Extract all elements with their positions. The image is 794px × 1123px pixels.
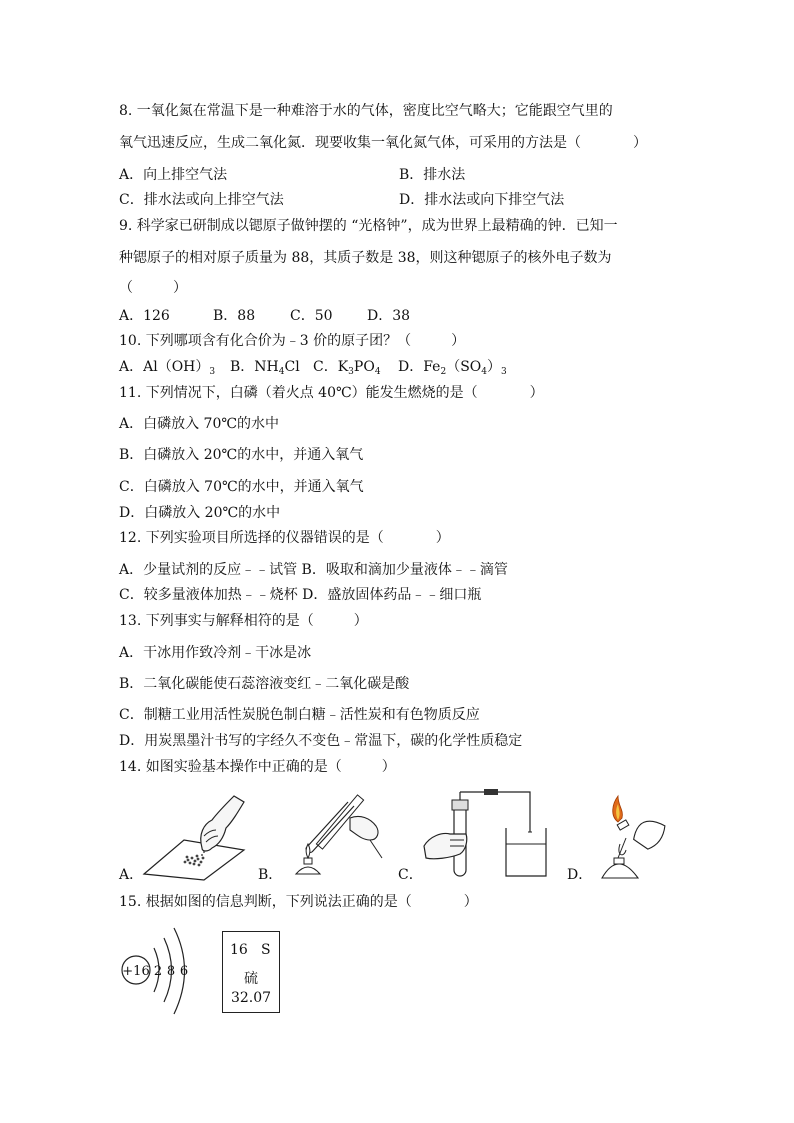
- q13-stem-close: ）: [353, 613, 368, 629]
- q10-c-sub1: 3: [348, 367, 354, 377]
- shell-electrons-3: 6: [179, 964, 189, 979]
- q10-c-sub2: 4: [374, 367, 381, 377]
- q8-line1: 8. 一氧化氮在常温下是一种难溶于水的气体，密度比空气略大；它能跟空气里的: [119, 103, 613, 119]
- q10-option-c: [313, 357, 381, 377]
- q10-c-text: C．K: [313, 359, 349, 375]
- q13-option-c: C．制糖工业用活性炭脱色制白糖﹣活性炭和有色物质反应: [119, 707, 480, 723]
- q14-stem: [119, 757, 396, 777]
- q8-option-d: D．排水法或向下排空气法: [399, 192, 565, 208]
- q14-figure-a-hand-paper: [140, 790, 250, 882]
- q15-atom-structure-diagram: [116, 922, 200, 1020]
- q15-element-cell: [222, 931, 280, 1013]
- q11-stem-close: ）: [529, 385, 544, 401]
- shell-electrons-1: 2: [153, 964, 163, 979]
- q10-stem-text: 10. 下列哪项含有化合价为﹣3 价的原子团？（: [119, 333, 412, 349]
- q9-option-b: B．88: [213, 308, 256, 324]
- q10-b-text: B．NH: [230, 359, 279, 375]
- q14-label-c: C．: [398, 867, 423, 883]
- q14-label-d: D．: [567, 867, 593, 883]
- q10-option-a: [119, 357, 215, 377]
- q12-options-ab: A．少量试剂的反应﹣﹣试管 B．吸取和滴加少量液体﹣﹣滴管: [119, 562, 508, 578]
- q9-line3: [119, 278, 187, 298]
- q13-option-a: A．干冰用作致冷剂﹣干冰是冰: [119, 645, 312, 661]
- q9-line1: 9. 科学家已研制成以锶原子做钟摆的 “光格钟”，成为世界上最精确的钟．已知一: [119, 218, 618, 234]
- q9-line2: 种锶原子的相对原子质量为 88，其质子数是 38，则这种锶原子的核外电子数为: [119, 250, 612, 266]
- q11-option-b: B．白磷放入 20℃的水中，并通入氧气: [119, 447, 364, 463]
- q10-b-tail: Cl: [284, 359, 300, 375]
- q10-d-text: D．Fe: [398, 359, 441, 375]
- q13-stem-text: 13. 下列事实与解释相符的是（: [119, 613, 314, 629]
- element-atomic-number: 16: [230, 942, 248, 958]
- q9-close-paren: ）: [173, 280, 187, 296]
- q14-stem-text: 14. 如图实验基本操作中正确的是（: [119, 759, 342, 775]
- q13-option-d: D．用炭黑墨汁书写的字经久不变色﹣常温下，碳的化学性质稳定: [119, 733, 523, 749]
- q10-stem: [119, 331, 465, 351]
- q10-b-sub: 4: [278, 367, 285, 377]
- q15-stem: [119, 892, 478, 912]
- q12-options-cd: C．较多量液体加热﹣﹣烧杯 D．盛放固体药品﹣﹣细口瓶: [119, 587, 482, 603]
- q10-stem-close: ）: [451, 333, 466, 349]
- q13-stem: [119, 611, 368, 631]
- q10-d-sub3: 3: [501, 367, 507, 377]
- q14-figure-d-lamp-to-lamp: [588, 786, 672, 882]
- element-name: 硫: [244, 971, 258, 987]
- q10-option-d: [398, 357, 507, 377]
- q14-figure-c-airtightness-check: [420, 788, 550, 880]
- q14-label-b: B．: [258, 867, 283, 883]
- q8-line2-close: ）: [633, 135, 647, 151]
- q9-open-paren: （: [119, 280, 133, 296]
- q12-stem: [119, 528, 450, 548]
- q14-label-a: A．: [119, 867, 144, 883]
- q13-option-b: B．二氧化碳能使石蕊溶液变红﹣二氧化碳是酸: [119, 676, 410, 692]
- q10-d-mid: （SO: [446, 359, 482, 375]
- shell-electrons-2: 8: [166, 964, 176, 979]
- element-atomic-mass: 32.07: [230, 990, 272, 1006]
- q8-option-c: C．排水法或向上排空气法: [119, 192, 284, 208]
- q10-a-text: A．Al（OH）: [119, 359, 210, 375]
- q9-option-d: D．38: [367, 308, 411, 324]
- nucleus-charge: +16: [122, 964, 150, 979]
- q8-line2: [119, 133, 647, 153]
- q10-d-sub1: 2: [440, 367, 447, 377]
- q10-c-mid: PO: [353, 359, 375, 375]
- q8-option-a: A．向上排空气法: [119, 167, 228, 183]
- q8-line2-text: 氧气迅速反应，生成二氧化氮．现要收集一氧化氮气体，可采用的方法是（: [119, 135, 581, 151]
- q9-option-a: A．126: [119, 308, 170, 324]
- q14-figure-b-test-tube-heating: [278, 788, 388, 880]
- q10-option-b: [230, 357, 300, 377]
- q11-stem: [119, 383, 544, 403]
- q12-stem-text: 12. 下列实验项目所选择的仪器错误的是（: [119, 530, 384, 546]
- q12-stem-close: ）: [435, 530, 450, 546]
- q10-d-sub2: 4: [481, 367, 488, 377]
- q14-stem-close: ）: [381, 759, 396, 775]
- q11-stem-text: 11. 下列情况下，白磷（着火点 40℃）能发生燃烧的是（: [119, 385, 478, 401]
- q10-a-sub: 3: [209, 367, 216, 377]
- q15-stem-text: 15. 根据如图的信息判断，下列说法正确的是（: [119, 894, 412, 910]
- q15-stem-close: ）: [463, 894, 478, 910]
- q8-option-b: B．排水法: [399, 167, 466, 183]
- element-symbol: S: [261, 942, 271, 958]
- q11-option-d: D．白磷放入 20℃的水中: [119, 505, 281, 521]
- q11-option-c: C．白磷放入 70℃的水中，并通入氧气: [119, 479, 364, 495]
- q9-option-c: C．50: [290, 308, 333, 324]
- q11-option-a: A．白磷放入 70℃的水中: [119, 416, 280, 432]
- q10-d-tail: ）: [487, 359, 502, 375]
